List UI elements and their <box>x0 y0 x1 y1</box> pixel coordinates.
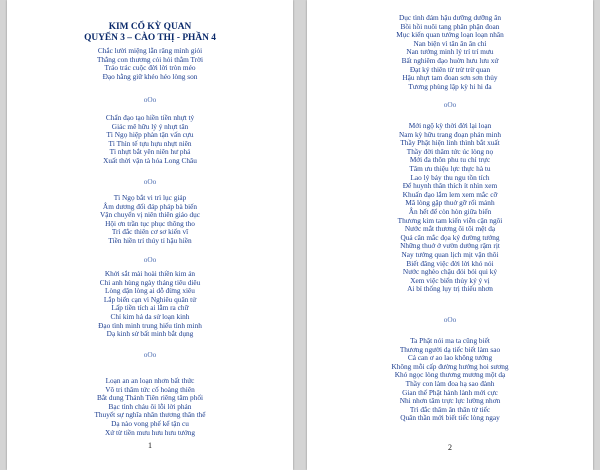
poem-line: Xứ từ tiền mưu hưu hưu tướng <box>104 427 195 437</box>
poem-line: Trì đắc thiên cơ sơ kiến vĩ <box>111 227 189 237</box>
poem-line: Lắp biển cạn vì Nghiêu quân tử <box>103 294 197 304</box>
poem-line: Thầy Phật hiện linh thình bắt xuất <box>400 138 500 148</box>
poem-line: Tương phùng lập kỳ hi hi đa <box>408 81 492 91</box>
poem-line: Nước mắt thương ôi tôi mệt dạ <box>404 224 496 234</box>
poem-line: Nan tướng minh lý trí trí mưu <box>406 47 494 57</box>
poem-line: Mới đa thôn phu tu chỉ trực <box>409 155 491 165</box>
poem-line: Xem việc biến thủy ký ý vị <box>410 275 490 285</box>
poem-line: Cả can ơ ao lao không tướng <box>407 353 493 363</box>
poem-line: Loạn an an loạn nhơn bất thức <box>105 376 195 385</box>
stanza <box>307 337 593 423</box>
poem-line: Chi anh hùng ngày tháng tiêu diêu <box>99 277 201 287</box>
poem-line: Khó ngọc lòng thương mương một dạ <box>394 370 506 380</box>
poem-line: Trì đắc thâm ân thân tử tiếc <box>409 404 491 414</box>
book-title: KIM CỔ KỲ QUAN <box>108 22 192 32</box>
poem-line: Giác mê hữu lý ý nhựt tân <box>111 121 189 131</box>
page-number: 1 <box>148 441 152 450</box>
poem-line: Chỉ kim hả da sử loạn kinh <box>110 311 190 321</box>
poem-line: Tì nhựt bắt yên niên hư phá <box>109 147 191 157</box>
poem-line: Âm dương đối đáp pháp bà biến <box>102 201 198 211</box>
poem-line: Tráo trác cuộc đời lời tròn méo <box>104 63 196 73</box>
page-number: 2 <box>448 443 452 452</box>
poem-line: Hội ơn trần tục phục thông tho <box>105 218 195 228</box>
poem-line: Đạo hằng giữ khéo héo lòng son <box>102 71 198 81</box>
poem-line: Ta Phật nói ma ta cũng biết <box>410 336 490 345</box>
poem-line: Tì Ngọ hiệp phàn tận vấn cựu <box>106 130 194 140</box>
poem-line: Nan biện vì tân ân ân chỉ <box>413 38 487 48</box>
poem-line: Chẩn đạo tạo hiền tiền nhựt tỷ <box>105 113 195 122</box>
stanza <box>7 377 293 437</box>
poem-line: Đạo tình minh trung hiếu tình minh <box>98 320 202 330</box>
poem-line: Bạc tình cháu ôi lỗi lời phán <box>108 401 192 411</box>
poem-line: Thương người dạ tiếc biết làm sao <box>399 344 501 354</box>
poem-line: Mới ngộ kỳ thời đời lại loạn <box>408 121 492 130</box>
poem-line: Ân hết để còn hòn giữa biển <box>408 206 492 216</box>
stanza <box>7 194 293 246</box>
stanza <box>7 270 293 339</box>
poem-line: Quả cân mắc đọa ký đường tướng <box>400 232 500 242</box>
poem-line: Quân thần mới biết tiếc lòng ngay <box>400 413 500 423</box>
poem-line: Bắt dung Thánh Tiên riêng tâm phối <box>96 393 204 403</box>
stanza-separator: oOo <box>143 177 157 186</box>
poem-line: Không mỗi cấp đường hướng hoi sương <box>391 361 509 371</box>
document-page-left <box>7 0 293 470</box>
poem-line: Hậu nhựt tam đoan sơn sơn thủy <box>402 73 498 83</box>
stanza <box>307 14 593 91</box>
poem-line: Lấp tiền tích ai lẫm ra chữ <box>111 303 189 313</box>
stanza-separator: oOo <box>443 315 457 324</box>
stanza-separator: oOo <box>143 255 157 264</box>
poem-line: Tâm ưu thiệu lực thực hà tu <box>409 163 491 173</box>
poem-line: Khuấn đạo lắm lem xem mắc cỡ <box>402 189 498 199</box>
poem-line: Để huynh thân thích ít nhìn xem <box>402 181 498 191</box>
poem-line: Lao lý bảy thu ngu tồn tích <box>410 172 490 182</box>
poem-line: Thương kim tam kiến viễn cận ngôi <box>397 215 503 225</box>
poem-line: Mục kiến quan tướng loạn loạn nhân <box>396 30 504 40</box>
poem-line: Nam kỳ hữu trang đoạn phán minh <box>398 129 502 139</box>
poem-line: Thầy đời thăm tức úc lòng nọ <box>406 146 494 156</box>
book-subtitle: QUYỂN 3 – CÀO THỊ - PHẦN 4 <box>84 33 216 43</box>
poem-line: Thầy con làm đoa hạ sao đành <box>405 378 495 388</box>
stanza <box>7 47 293 81</box>
poem-line: Xuất thời vận tà hóa Long Châu <box>103 155 197 165</box>
stanza <box>307 122 593 294</box>
poem-line: Thuyết sự nghĩa nhân thương thân thể <box>94 410 206 420</box>
poem-line: Thẳng con thương cỏi hỏi thằm Trời <box>96 54 204 64</box>
poem-line: Bất nghiêm đạo huờn hưu lưu xứ <box>401 55 499 65</box>
poem-line: Vận chuyển vị niên thiên giáo dục <box>99 210 201 220</box>
poem-line: Tiền hiền trí thúy tỉ hậu hiền <box>108 235 192 245</box>
stanza-separator: oOo <box>143 95 157 104</box>
poem-line: Lòng dặn lòng ai dỗ đừng xiêu <box>105 286 195 296</box>
document-page-right <box>307 0 593 470</box>
poem-line: Nước nghèo chậu đói bói qui ký <box>402 267 498 277</box>
poem-line: Tì Thìn tế tựu hựu nhựt niên <box>108 138 192 148</box>
poem-line: Những thuở ở vườn dướng rậm rịt <box>400 241 500 251</box>
poem-line: Dạ kinh sử bất minh bắt dụng <box>106 329 194 339</box>
poem-line: Ai bỉ thống lụy trị thiếu nhơn <box>407 284 493 294</box>
poem-line: Bồi hồi nuôi tang phân phận đoan <box>400 21 500 31</box>
poem-line: Dạ nào vong phế kể tận cu <box>111 418 189 428</box>
stanza-separator: oOo <box>443 100 457 109</box>
stanza <box>7 114 293 166</box>
poem-line: Đạt kỷ thiên từ trừ trừ quan <box>409 64 491 74</box>
poem-line: Gian thế Phật hành lành mới cực <box>402 387 498 397</box>
poem-line: Nay tướng quan lịch mịt vận thôi <box>401 249 499 259</box>
stanza-separator: oOo <box>143 350 157 359</box>
poem-line: Vô tri thâm tức cố hoàng thiên <box>105 384 195 394</box>
poem-line: Biết đãng việc đời lời khó nói <box>406 258 494 268</box>
poem-line: Dục tình đám hậu dưỡng dưỡng ân <box>399 13 501 22</box>
poem-line: Mã lòng gặp thuở gỡ rối mảnh <box>405 198 495 208</box>
poem-line: Chắc lười miệng lẫn răng mình giỏi <box>97 46 203 55</box>
poem-line: Nhi nhơn tâm trực lực lường nhơn <box>399 396 501 406</box>
poem-line: Khởi sắt mài hoài thiền kim ản <box>104 269 196 278</box>
poem-line: Tì Ngọ bắt vi trì lục giáp <box>113 193 187 202</box>
